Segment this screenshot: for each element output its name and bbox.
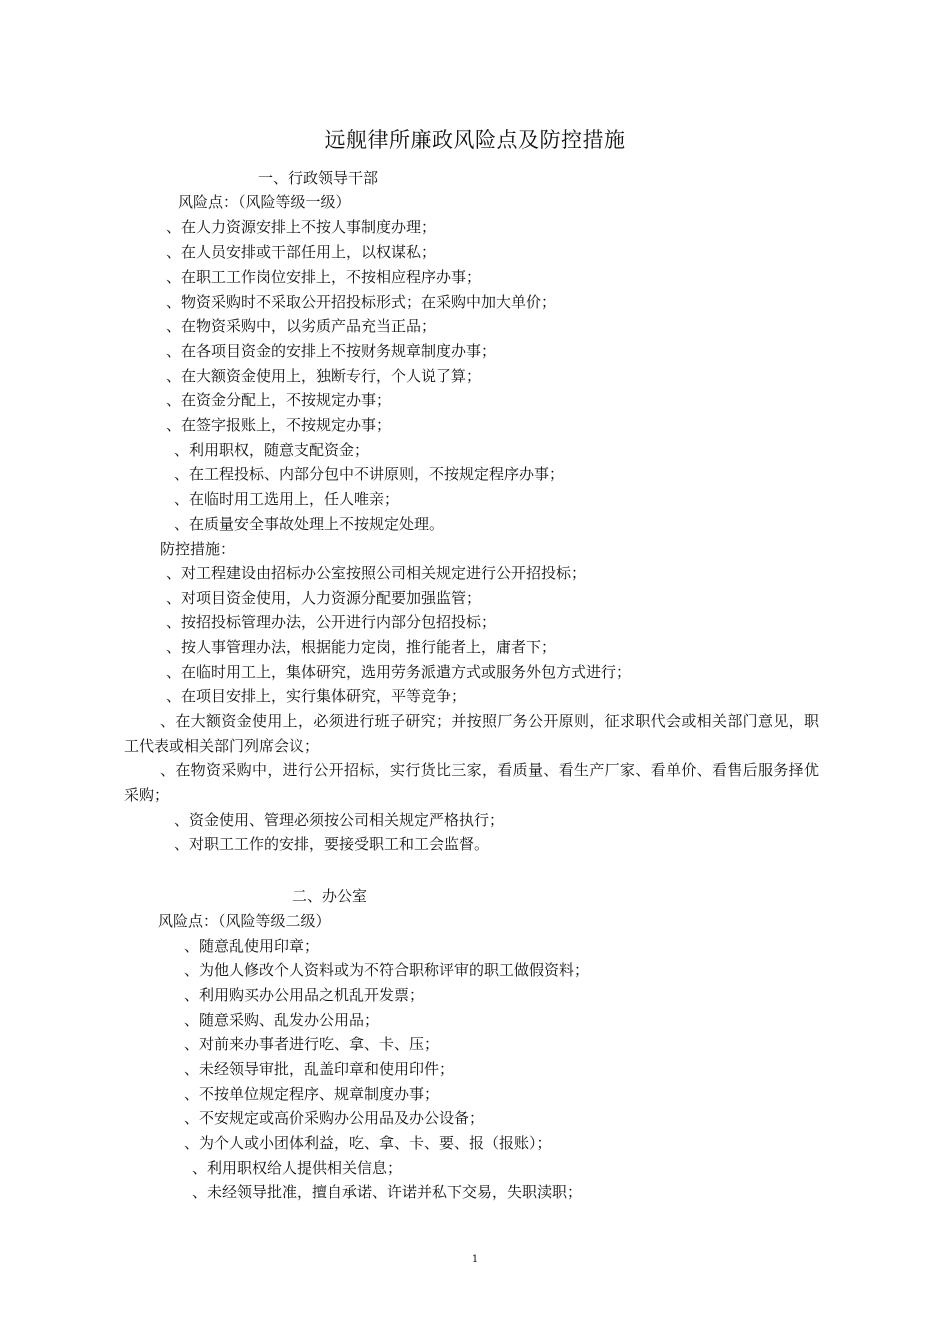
list-item: 、随意采购、乱发办公用品； <box>184 1011 380 1029</box>
list-item: 、资金使用、管理必须按公司相关规定严格执行； <box>174 811 505 829</box>
list-item: 、对项目资金使用，人力资源分配要加强监管； <box>166 589 482 607</box>
list-item: 、为他人修改个人资料或为不符合职称评审的职工做假资料； <box>184 961 590 979</box>
list-item: 、在人员安排或干部任用上，以权谋私； <box>166 243 437 261</box>
list-item: 、在人力资源安排上不按人事制度办理； <box>166 218 437 236</box>
paragraph: 、在物资采购中，进行公开招标，实行货比三家，看质量、看生产厂家、看单价、看售后服务择优采购； <box>124 761 819 804</box>
section-heading: 二、办公室 <box>292 887 368 905</box>
list-item: 、未经领导审批，乱盖印章和使用印件； <box>184 1060 455 1078</box>
list-item: 、在签字报账上，不按规定办事； <box>166 416 392 434</box>
list-item: 、物资采购时不采取公开招投标形式；在采购中加大单价； <box>166 293 557 311</box>
list-item: 、对工程建设由招标办公室按照公司相关规定进行公开招投标； <box>166 564 587 582</box>
list-item: 、对职工工作的安排，要接受职工和工会监督。 <box>174 835 490 853</box>
list-item: 、按人事管理办法，根据能力定岗，推行能者上，庸者下； <box>166 638 557 656</box>
list-item: 、未经领导批准，擅自承诺、许诺并私下交易，失职渎职； <box>192 1183 583 1201</box>
risk-label: 风险点：（风险等级一级） <box>178 193 351 211</box>
risk-label: 风险点：（风险等级二级） <box>158 912 331 930</box>
list-item: 、在大额资金使用上，独断专行，个人说了算； <box>166 367 482 385</box>
list-item: 、在项目安排上，实行集体研究，平等竞争； <box>166 687 467 705</box>
list-item: 、按招投标管理办法，公开进行内部分包招投标； <box>166 613 497 631</box>
section-heading: 一、行政领导干部 <box>258 169 379 187</box>
paragraph: 、在大额资金使用上，必须进行班子研究；并按照厂务公开原则，征求职代会或相关部门意见，职工代表或相关部门列席会议； <box>124 712 819 755</box>
list-item: 、在职工工作岗位安排上，不按相应程序办事； <box>166 268 482 286</box>
list-item: 、利用职权，随意支配资金； <box>174 441 370 459</box>
page-number: 1 <box>471 1254 479 1265</box>
list-item: 、在临时用工选用上，任人唯亲； <box>174 490 400 508</box>
list-item: 、不按单位规定程序、规章制度办事； <box>184 1085 440 1103</box>
list-item: 、在物资采购中，以劣质产品充当正品； <box>166 317 437 335</box>
list-item: 、利用购买办公用品之机乱开发票； <box>184 986 425 1004</box>
document-title: 远舰律所廉政风险点及防控措施 <box>324 128 626 152</box>
list-item: 、利用职权给人提供相关信息； <box>192 1159 403 1177</box>
list-item: 、在各项目资金的安排上不按财务规章制度办事； <box>166 342 497 360</box>
list-item: 、不安规定或高价采购办公用品及办公设备； <box>184 1109 485 1127</box>
control-label: 防控措施： <box>160 540 236 558</box>
list-item: 、在工程投标、内部分包中不讲原则，不按规定程序办事； <box>174 465 565 483</box>
list-item: 、为个人或小团体利益，吃、拿、卡、要、报（报账）； <box>184 1134 552 1152</box>
list-item: 、在质量安全事故处理上不按规定处理。 <box>174 515 445 533</box>
list-item: 、随意乱使用印章； <box>184 937 320 955</box>
list-item: 、在资金分配上，不按规定办事； <box>166 391 392 409</box>
list-item: 、在临时用工上，集体研究，选用劳务派遣方式或服务外包方式进行； <box>166 663 632 681</box>
list-item: 、对前来办事者进行吃、拿、卡、压； <box>184 1035 440 1053</box>
